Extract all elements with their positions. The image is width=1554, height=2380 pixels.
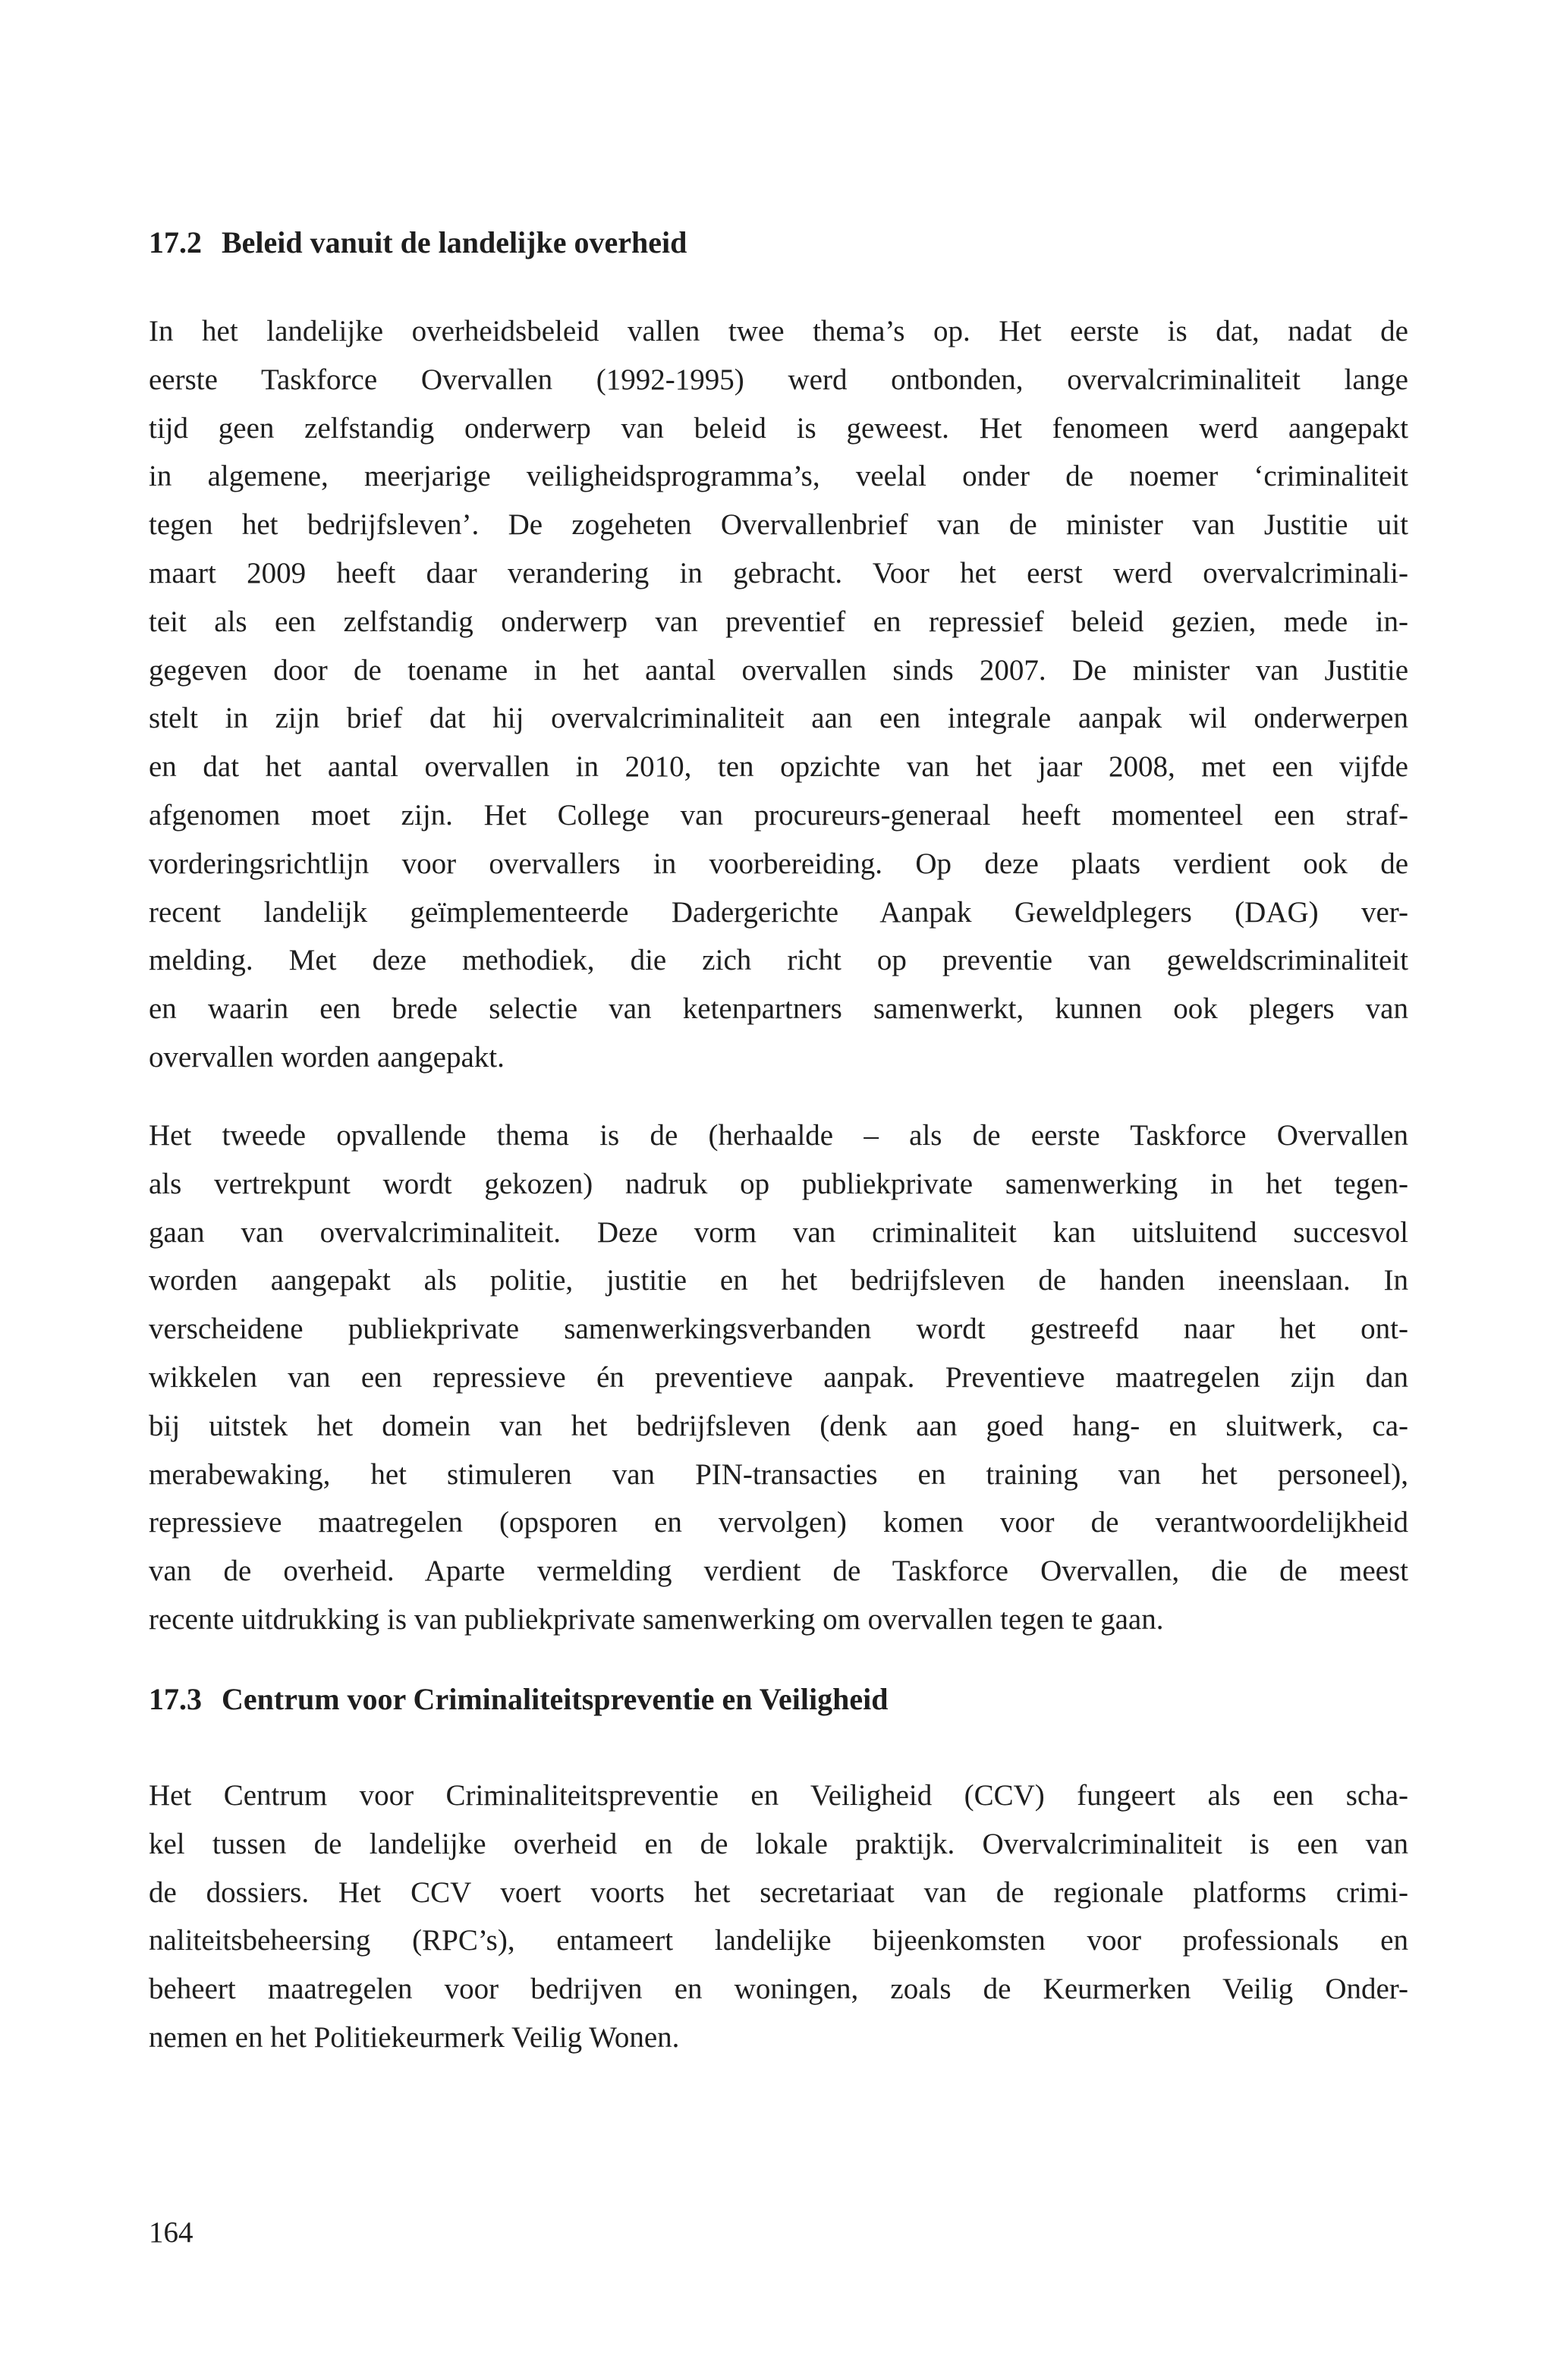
text-line: in algemene, meerjarige veiligheidsprogramma’s, veelal onder de noemer ‘criminaliteit [149, 460, 1408, 493]
text-line: teit als een zelfstandig onderwerp van preventief en repressief beleid gezien, mede in- [149, 605, 1408, 638]
text-line: en waarin een brede selectie van ketenpartners samenwerkt, kunnen ook plegers van [149, 992, 1408, 1026]
text-line: tijd geen zelfstandig onderwerp van beleid is geweest. Het fenomeen werd aangepakt [149, 411, 1408, 445]
text-line: recent landelijk geïmplementeerde Dadergerichte Aanpak Geweldplegers (DAG) ver- [149, 895, 1408, 929]
text-line: bij uitstek het domein van het bedrijfsleven (denk aan goed hang- en sluitwerk, ca- [149, 1409, 1408, 1442]
text-line: maart 2009 heeft daar verandering in gebracht. Voor het eerst werd overvalcriminali- [149, 556, 1408, 589]
section-title: Centrum voor Criminaliteitspreventie en Veiligheid [222, 1682, 889, 1716]
text-line: nemen en het Politiekeurmerk Veilig Wonen. [149, 2020, 680, 2054]
text-line: recente uitdrukking is van publiekprivate samenwerking om overvallen tegen te gaan. [149, 1602, 1164, 1636]
paragraph-2 [149, 1111, 1408, 1644]
section-heading-17-3 [149, 1681, 1408, 1718]
text-line: beheert maatregelen voor bedrijven en woningen, zoals de Keurmerken Veilig Onder- [149, 1973, 1408, 2006]
text-line: tegen het bedrijfsleven’. De zogeheten Overvallenbrief van de minister van Justitie uit [149, 508, 1408, 542]
text-line: In het landelijke overheidsbeleid vallen twee thema’s op. Het eerste is dat, nadat de [149, 315, 1408, 347]
text-line: naliteitsbeheersing (RPC’s), entameert landelijke bijeenkomsten voor professionals en [149, 1924, 1408, 1957]
text-line: melding. Met deze methodiek, die zich richt op preventie van geweldscriminaliteit [149, 944, 1408, 977]
section-number: 17.3 [149, 1682, 202, 1716]
text-line: merabewaking, het stimuleren van PIN-transacties en training van het personeel), [149, 1457, 1408, 1491]
text-line: als vertrekpunt wordt gekozen) nadruk op publiekprivate samenwerking in het tegen- [149, 1167, 1408, 1200]
text-line: worden aangepakt als politie, justitie en het bedrijfsleven de handen ineenslaan. In [149, 1264, 1408, 1297]
text-line: afgenomen moet zijn. Het College van procureurs-generaal heeft momenteel een straf- [149, 798, 1408, 832]
text-line: verscheidene publiekprivate samenwerkingsverbanden wordt gestreefd naar het ont- [149, 1313, 1408, 1346]
text-line: Het tweede opvallende thema is de (herhaalde – als de eerste Taskforce Overvallen [149, 1119, 1408, 1152]
text-line: wikkelen van een repressieve én preventieve aanpak. Preventieve maatregelen zijn dan [149, 1360, 1408, 1394]
text-line: kel tussen de landelijke overheid en de lokale praktijk. Overvalcriminaliteit is een van [149, 1827, 1408, 1860]
paragraph-3 [149, 1772, 1408, 2062]
text-line: Het Centrum voor Criminaliteitspreventie en Veiligheid (CCV) fungeert als een scha- [149, 1779, 1408, 1812]
text-line: vorderingsrichtlijn voor overvallers in voorbereiding. Op deze plaats verdient ook de [149, 847, 1408, 880]
paragraph-1 [149, 307, 1408, 1082]
section-number: 17.2 [149, 225, 202, 259]
text-line: repressieve maatregelen (opsporen en vervolgen) komen voor de verantwoordelijkheid [149, 1506, 1408, 1539]
text-line: eerste Taskforce Overvallen (1992-1995) werd ontbonden, overvalcriminaliteit lange [149, 363, 1408, 396]
section-heading-17-2 [149, 225, 1408, 261]
text-line: gaan van overvalcriminaliteit. Deze vorm van criminaliteit kan uitsluitend succesvol [149, 1215, 1408, 1249]
page-number: 164 [149, 2216, 193, 2249]
text-line: en dat het aantal overvallen in 2010, ten opzichte van het jaar 2008, met een vijfde [149, 750, 1408, 784]
text-line: gegeven door de toename in het aantal overvallen sinds 2007. De minister van Justitie [149, 653, 1408, 687]
section-title: Beleid vanuit de landelijke overheid [222, 225, 687, 259]
text-line: stelt in zijn brief dat hij overvalcriminaliteit aan een integrale aanpak wil onderwerpen [149, 702, 1408, 735]
text-line: van de overheid. Aparte vermelding verdient de Taskforce Overvallen, die de meest [149, 1555, 1408, 1588]
text-line: overvallen worden aangepakt. [149, 1040, 505, 1074]
text-line: de dossiers. Het CCV voert voorts het secretariaat van de regionale platforms crimi- [149, 1875, 1408, 1909]
